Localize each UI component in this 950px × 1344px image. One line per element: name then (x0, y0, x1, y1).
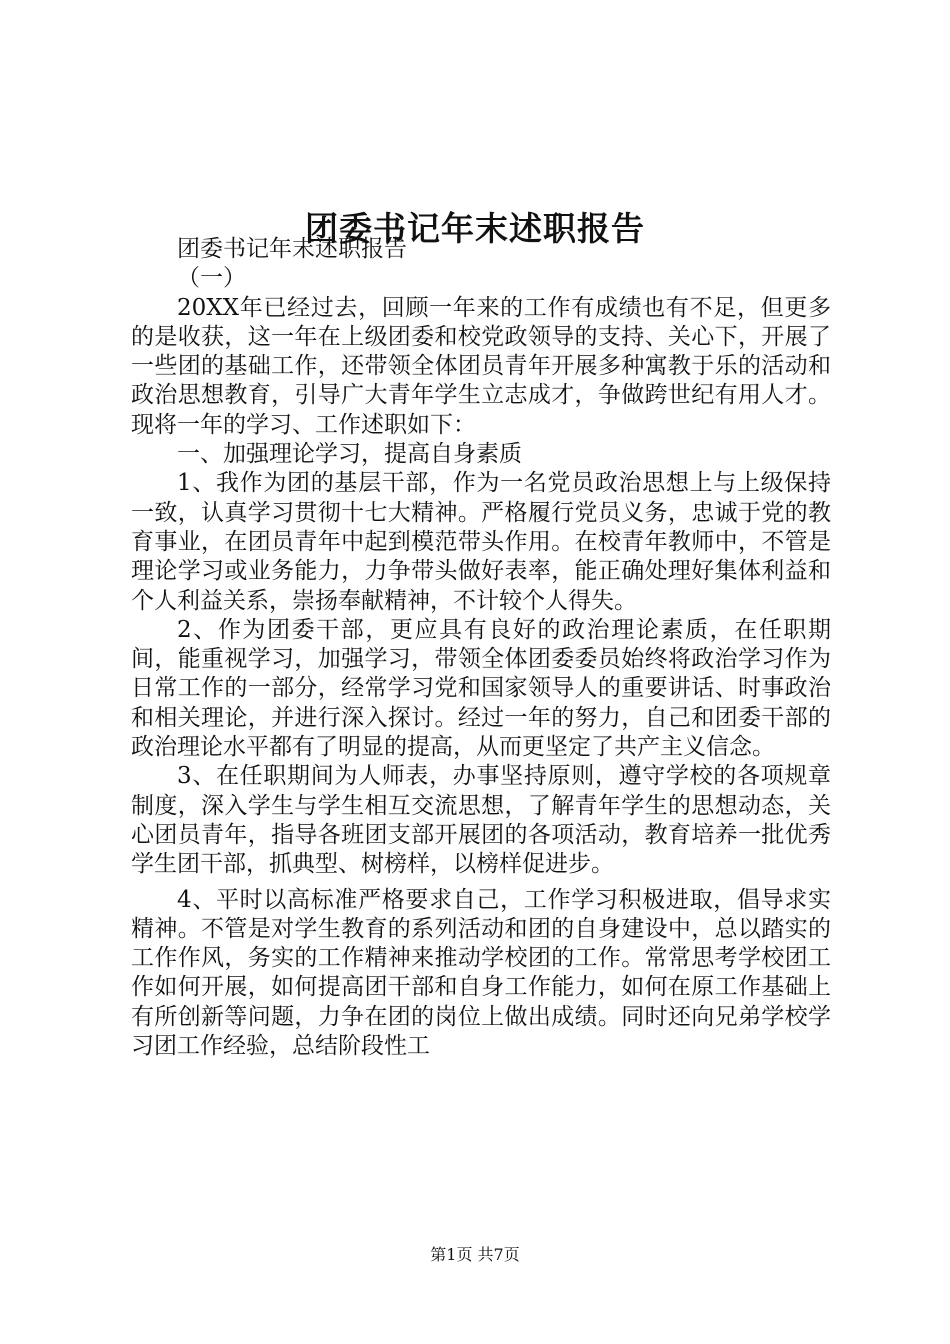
item-3-paragraph: 3、在任职期间为人师表，办事坚持原则，遵守学校的各项规章制度，深入学生与学生相互交流思想，了解青年学生的思想动态，关心团员青年，指导各班团支部开展团的各项活动，教育培养一批优秀学生团干部，抓典型、树榜样，以榜样促进步。 (131, 763, 831, 878)
subtitle-paragraph: 团委书记年末述职报告 (177, 236, 407, 262)
intro-paragraph: 20XX年已经过去，回顾一年来的工作有成绩也有不足，但更多的是收获，这一年在上级团委和校党政领导的支持、关心下，开展了一些团的基础工作，还带领全体团员青年开展多种寓教于乐的活动和政治思想教育，引导广大青年学生立志成才，争做跨世纪有用人才。现将一年的学习、工作述职如下： (131, 294, 831, 438)
page-footer: 第1页 共7页 (430, 1245, 520, 1264)
item-1-paragraph: 1、我作为团的基层干部，作为一名党员政治思想上与上级保持一致，认真学习贯彻十七大精神。严格履行党员义务，忠诚于党的教育事业，在团员青年中起到模范带头作用。在校青年教师中，不管是理论学习或业务能力，力争带头做好表率，能正确处理好集体利益和个人利益关系，崇扬奉献精神，不计较个人得失。 (131, 470, 831, 614)
item-2-paragraph: 2、作为团委干部，更应具有良好的政治理论素质，在任职期间，能重视学习，加强学习，带领全体团委委员始终将政治学习作为日常工作的一部分，经常学习党和国家领导人的重要讲话、时事政治和相关理论，并进行深入探讨。经过一年的努力，自己和团委干部的政治理论水平都有了明显的提高，从而更坚定了共产主义信念。 (131, 616, 831, 761)
section-heading-paragraph: 一、加强理论学习，提高自身素质 (177, 441, 522, 468)
document-body (131, 235, 831, 1061)
item-4-paragraph: 4、平时以高标准严格要求自己，工作学习积极进取，倡导求实精神。不管是对学生教育的系列活动和团的自身建设中，总以踏实的工作作风，务实的工作精神来推动学校团的工作。常常思考学校团工作如何开展，如何提高团干部和自身工作能力，如何在原工作基础上有所创新等问题，力争在团的岗位上做出成绩。同时还向兄弟学校学习团工作经验，总结阶段性工 (131, 886, 831, 1060)
section-number-paragraph: （一） (177, 265, 246, 292)
document-title: 团委书记年末述职报告 (305, 209, 645, 249)
